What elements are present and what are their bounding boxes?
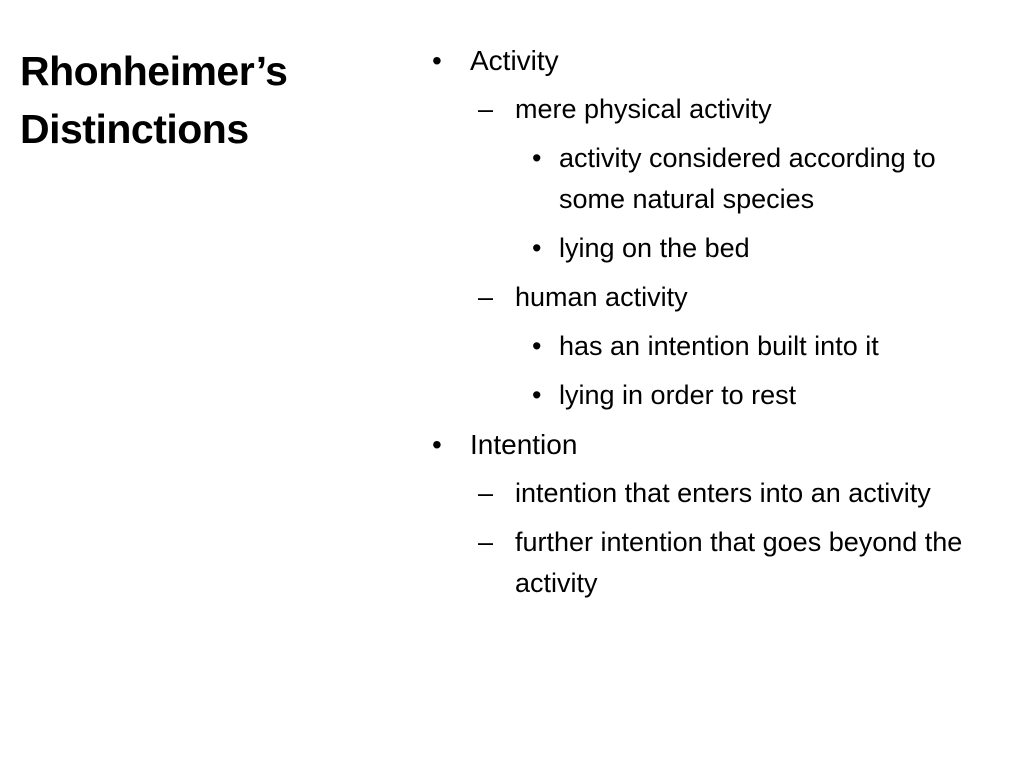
bullet-text: lying on the bed [559, 233, 750, 263]
bullet-marker: • [532, 233, 542, 263]
bullet-item-level3 [428, 375, 988, 416]
bullet-item-level1 [428, 424, 988, 465]
bullet-text: further intention that goes beyond the activity [515, 527, 963, 598]
bullet-text: Activity [470, 45, 559, 76]
bullet-item-level2 [428, 522, 988, 604]
bullet-text: intention that enters into an activity [515, 478, 931, 508]
bullet-item-level2 [428, 473, 988, 514]
bullet-list [428, 40, 988, 604]
dash-marker: – [478, 478, 494, 508]
bullet-text: has an intention built into it [559, 331, 879, 361]
bullet-item-level3 [428, 138, 988, 220]
bullet-marker: • [532, 143, 542, 173]
bullet-marker: • [532, 380, 542, 410]
bullet-text: Intention [470, 429, 578, 460]
bullet-marker: • [432, 45, 442, 76]
bullet-marker: • [432, 429, 442, 460]
slide-title: Rhonheimer’s Distinctions [20, 48, 288, 152]
bullet-text: human activity [515, 282, 688, 312]
bullet-item-level1 [428, 40, 988, 81]
bullet-text: lying in order to rest [559, 380, 797, 410]
bullet-item-level2 [428, 89, 988, 130]
bullet-item-level2 [428, 277, 988, 318]
bullet-text: activity considered according to some natural species [559, 143, 936, 214]
bullet-marker: • [532, 331, 542, 361]
dash-marker: – [478, 282, 494, 312]
dash-marker: – [478, 94, 494, 124]
bullet-text: mere physical activity [515, 94, 772, 124]
bullet-item-level3 [428, 326, 988, 367]
dash-marker: – [478, 527, 494, 557]
bullet-item-level3 [428, 228, 988, 269]
